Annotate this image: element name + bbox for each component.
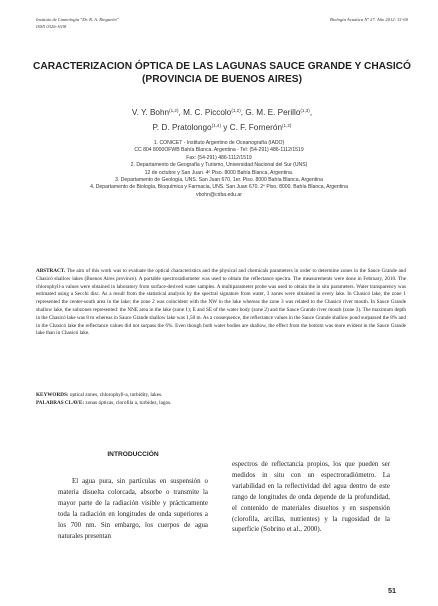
palabras-clave-label: PALABRAS CLAVE: — [36, 399, 85, 406]
journal-institute: Instituto de Limnología "Dr. R. A. Ringuelet" — [36, 17, 119, 22]
author-affiliation-mark: (1,4) — [211, 123, 222, 128]
keywords-label: KEYWORDS: — [36, 392, 69, 398]
body-paragraph: El agua pura, sin partículas en suspensión o materia disuelta colorcada, absorbe o transmite la mayor parte de la radiación visible y prácticamente toda la radiación en longitudes de onda superiores a los 700 nm. Sin embargo, los cuerpos de agua naturales presentan — [58, 478, 208, 540]
author-name: V. Y. Bohn — [131, 108, 170, 117]
journal-citation: Biología Acuática Nº 27. Año 2012: 51-60 — [330, 17, 408, 22]
author-affiliation-mark: (1,2) — [231, 108, 241, 113]
author-separator: , — [309, 108, 313, 117]
affiliation-line: Fax: (54-291) 486-1112/1519 — [186, 154, 252, 161]
palabras-clave-text: zonas ópticas, clorofila a, turbidez, lagos. — [84, 399, 172, 406]
keywords-text: optical zones, chlorophyll-a, turbidity, lakes. — [68, 392, 163, 398]
author-line-1 — [30, 104, 414, 119]
author-affiliation-mark: (1,2) — [282, 123, 292, 128]
affiliation-line: 3. Departamento de Geología, UNS. San Juan 670. 1er. Piso. 8000 Bahía Blanca, Argentina — [115, 177, 323, 184]
author-name: P. D. Pratolongo — [152, 123, 212, 132]
keywords-block — [36, 392, 406, 408]
journal-issn: ISSN 0326-1638 — [36, 23, 67, 29]
body-paragraph: espectros de reflectancia propios, los que pueden ser medidos in situ con un espectroradiómetro. La variabilidad en la reflectividad del agua dentro de este rango de longitudes de onda depende de la profundidad, el contenido de materiales disueltos y en suspensión (clorofila, arcillas, nutrientes) y la rugosidad de la superficie (Sobrino et al., 2000). — [232, 461, 390, 534]
affiliations — [80, 140, 358, 199]
running-header-left — [36, 17, 119, 30]
author-separator: , — [178, 108, 184, 117]
author-name: C. F. Fornerón — [229, 123, 282, 132]
page-number: 51 — [388, 586, 396, 595]
body-column-left — [58, 450, 208, 542]
body-column-right — [232, 460, 390, 536]
author-line-2 — [30, 119, 414, 134]
author-name: M. C. Piccolo — [183, 108, 232, 117]
keywords-es — [36, 400, 406, 408]
affiliation-line: CC 804 8000OFWB Bahía Blanca. Argentina - Tel: (54-291) 486-1112/1519 — [134, 147, 304, 154]
affiliation-line: 1. CONICET - Instituto Argentino de Oceanografía (IADO) — [153, 140, 285, 146]
abstract — [36, 268, 406, 338]
affiliation-line: 12 de octubre y San Juan. 4º Piso. 8000 Bahía Blanca, Argentina. — [144, 169, 294, 176]
author-affiliation-mark: (1,3) — [300, 108, 310, 113]
author-separator: , — [240, 108, 246, 117]
author-name: G. M. E. Perillo — [245, 108, 301, 117]
author-affiliation-mark: (1,2) — [169, 108, 179, 113]
author-separator: y — [221, 123, 230, 132]
abstract-label: ABSTRACT. — [36, 268, 66, 274]
affiliation-line: 2. Departamento de Geografía y Turismo, Universidad Nacional del Sur (UNS) — [130, 162, 308, 169]
section-heading-introduccion: INTRODUCCIÓN — [107, 451, 159, 458]
author-list — [30, 104, 414, 134]
affiliation-line: 4. Departamento de Biología, Bioquímica y Farmacia, UNS. San Juan 670. 2º Piso. 8000. Bahía Blanca, Argentina — [90, 184, 348, 191]
running-header — [36, 17, 408, 30]
article-title: CARACTERIZACION ÓPTICA DE LAS LAGUNAS SAUCE GRANDE Y CHASICÓ (PROVINCIA DE BUENOS AIRES) — [33, 61, 411, 85]
abstract-text: The aim of this work was to evaluate the optical characteristics and the physical and chemicals parameters in order to determine zones in the Sauce Grande and Chasicó shallow lakes (Buenos Aires province). A portable spectroradiometer was used to obtain the reflectance spectra. The measurements were done in February, 2010. The chlorophyll-a values were obtained in laboratory from surface-derived water samples. A multiparameter probe was used to obtain the in situ parameters. Water transparency was estimated using a Secchi disc. As a result from the statistical analysis by the spectral signature from water, 3 zones were obtained in every lake. In Chasicó lake, the zone 1 represented the center-south area in the lake; the zone 2 was coincident with the NW in the lake whereas the zone 3 was related to the Chasicó river mouth. In Sauce Grande shallow lake, the subzones represented: the NNE area in the lake (zone 1); E and SE of the water body (zone 2) and the Sauce Grande river mouth (zone 3). The maximum depth in the Chasicó lake was 8 m whereas in Sauce Grande shallow lake was 1,50 m. As a consequence, the reflectance values in the Sauce Grande shallow pond surpassed the 8% and in the Chasicó lake the reflectance values did not surpass the 6%. Even though both water bodies are shallow, the effect from the bottom was more evident in the Sauce Grande lake than in Chasicó lake. — [36, 268, 406, 337]
keywords-en — [36, 392, 406, 400]
corresponding-email: vbohn@criba.edu.ar — [196, 191, 242, 198]
